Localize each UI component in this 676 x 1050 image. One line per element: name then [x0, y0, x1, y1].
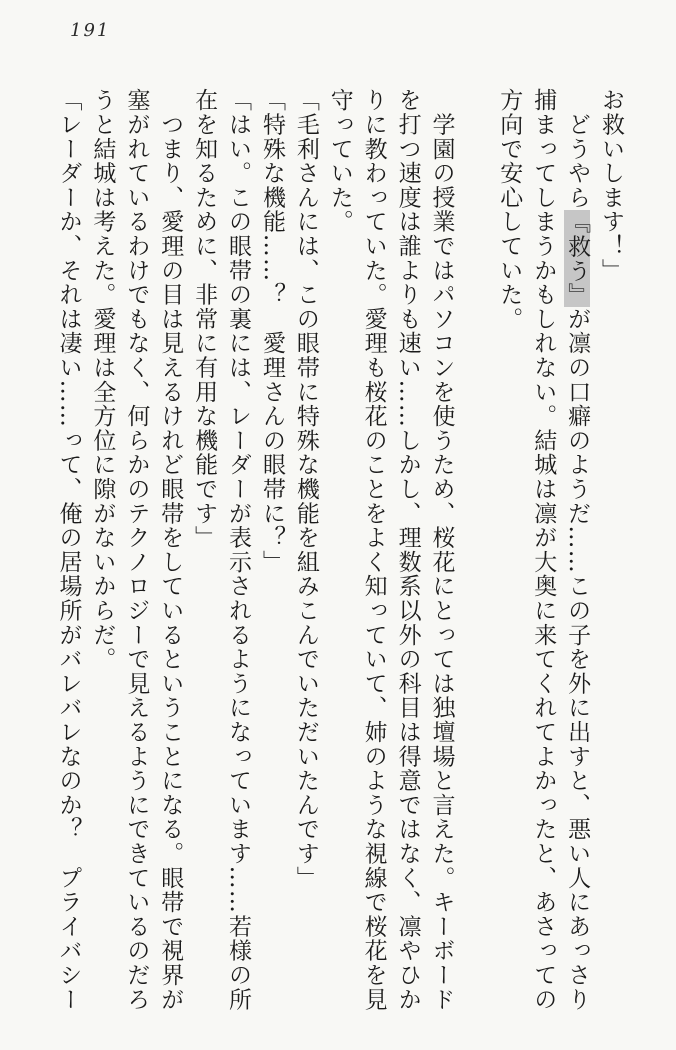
text-line: 「特殊な機能……？ 愛理さんの眼帯に？」 — [258, 88, 285, 574]
text-line: つまり、愛理の目は見えるけれど眼帯をしているということになる。眼帯で視界が — [157, 88, 184, 1012]
text-block — [51, 88, 627, 1013]
text-line: 捕まってしまうかもしれない。結城は凛が大奥に来てくれてよかったと、あさっての — [530, 88, 557, 1012]
text-line: りに教わっていた。愛理も桜花のことをよく知っていて、姉のような視線で桜花を見 — [360, 88, 387, 1012]
text-line: 学園の授業ではパソコンを使うため、桜花にとっては独壇場と言えた。キーボード — [428, 88, 455, 1012]
text-line: 「はい。この眼帯の裏には、レーダーが表示されるようになっています……若様の所 — [225, 88, 252, 1012]
text-line: お救いします！」 — [598, 88, 624, 283]
text-line: 守っていた。 — [326, 88, 353, 234]
emphasized-text: 『救う』 — [564, 209, 591, 307]
page-number: 191 — [70, 20, 111, 41]
text-line: 「レーダーか、それは凄い……って、俺の居場所がバレバレなのか？ プライバシー — [55, 88, 82, 1012]
text-line: 塞がれているわけでもなく、何らかのテクノロジーで見えるようにできているのだろ — [123, 88, 150, 1012]
text-line: どうやら『救う』が凛の口癖のようだ……この子を外に出すと、悪い人にあっさり — [564, 88, 591, 1012]
text-line — [457, 88, 491, 1013]
text-line: うと結城は考えた。愛理は全方位に隙がないからだ。 — [89, 88, 116, 672]
text-line: 方向で安心していた。 — [496, 88, 523, 331]
text-line: を打つ速度は誰よりも速い……しかし、理数系以外の科目は得意ではなく、凛やひか — [394, 88, 421, 1012]
text-line: 在を知るために、非常に有用な機能です」 — [191, 88, 218, 550]
text-line: 「毛利さんには、この眼帯に特殊な機能を組みこんでいただいたんです」 — [292, 88, 319, 890]
